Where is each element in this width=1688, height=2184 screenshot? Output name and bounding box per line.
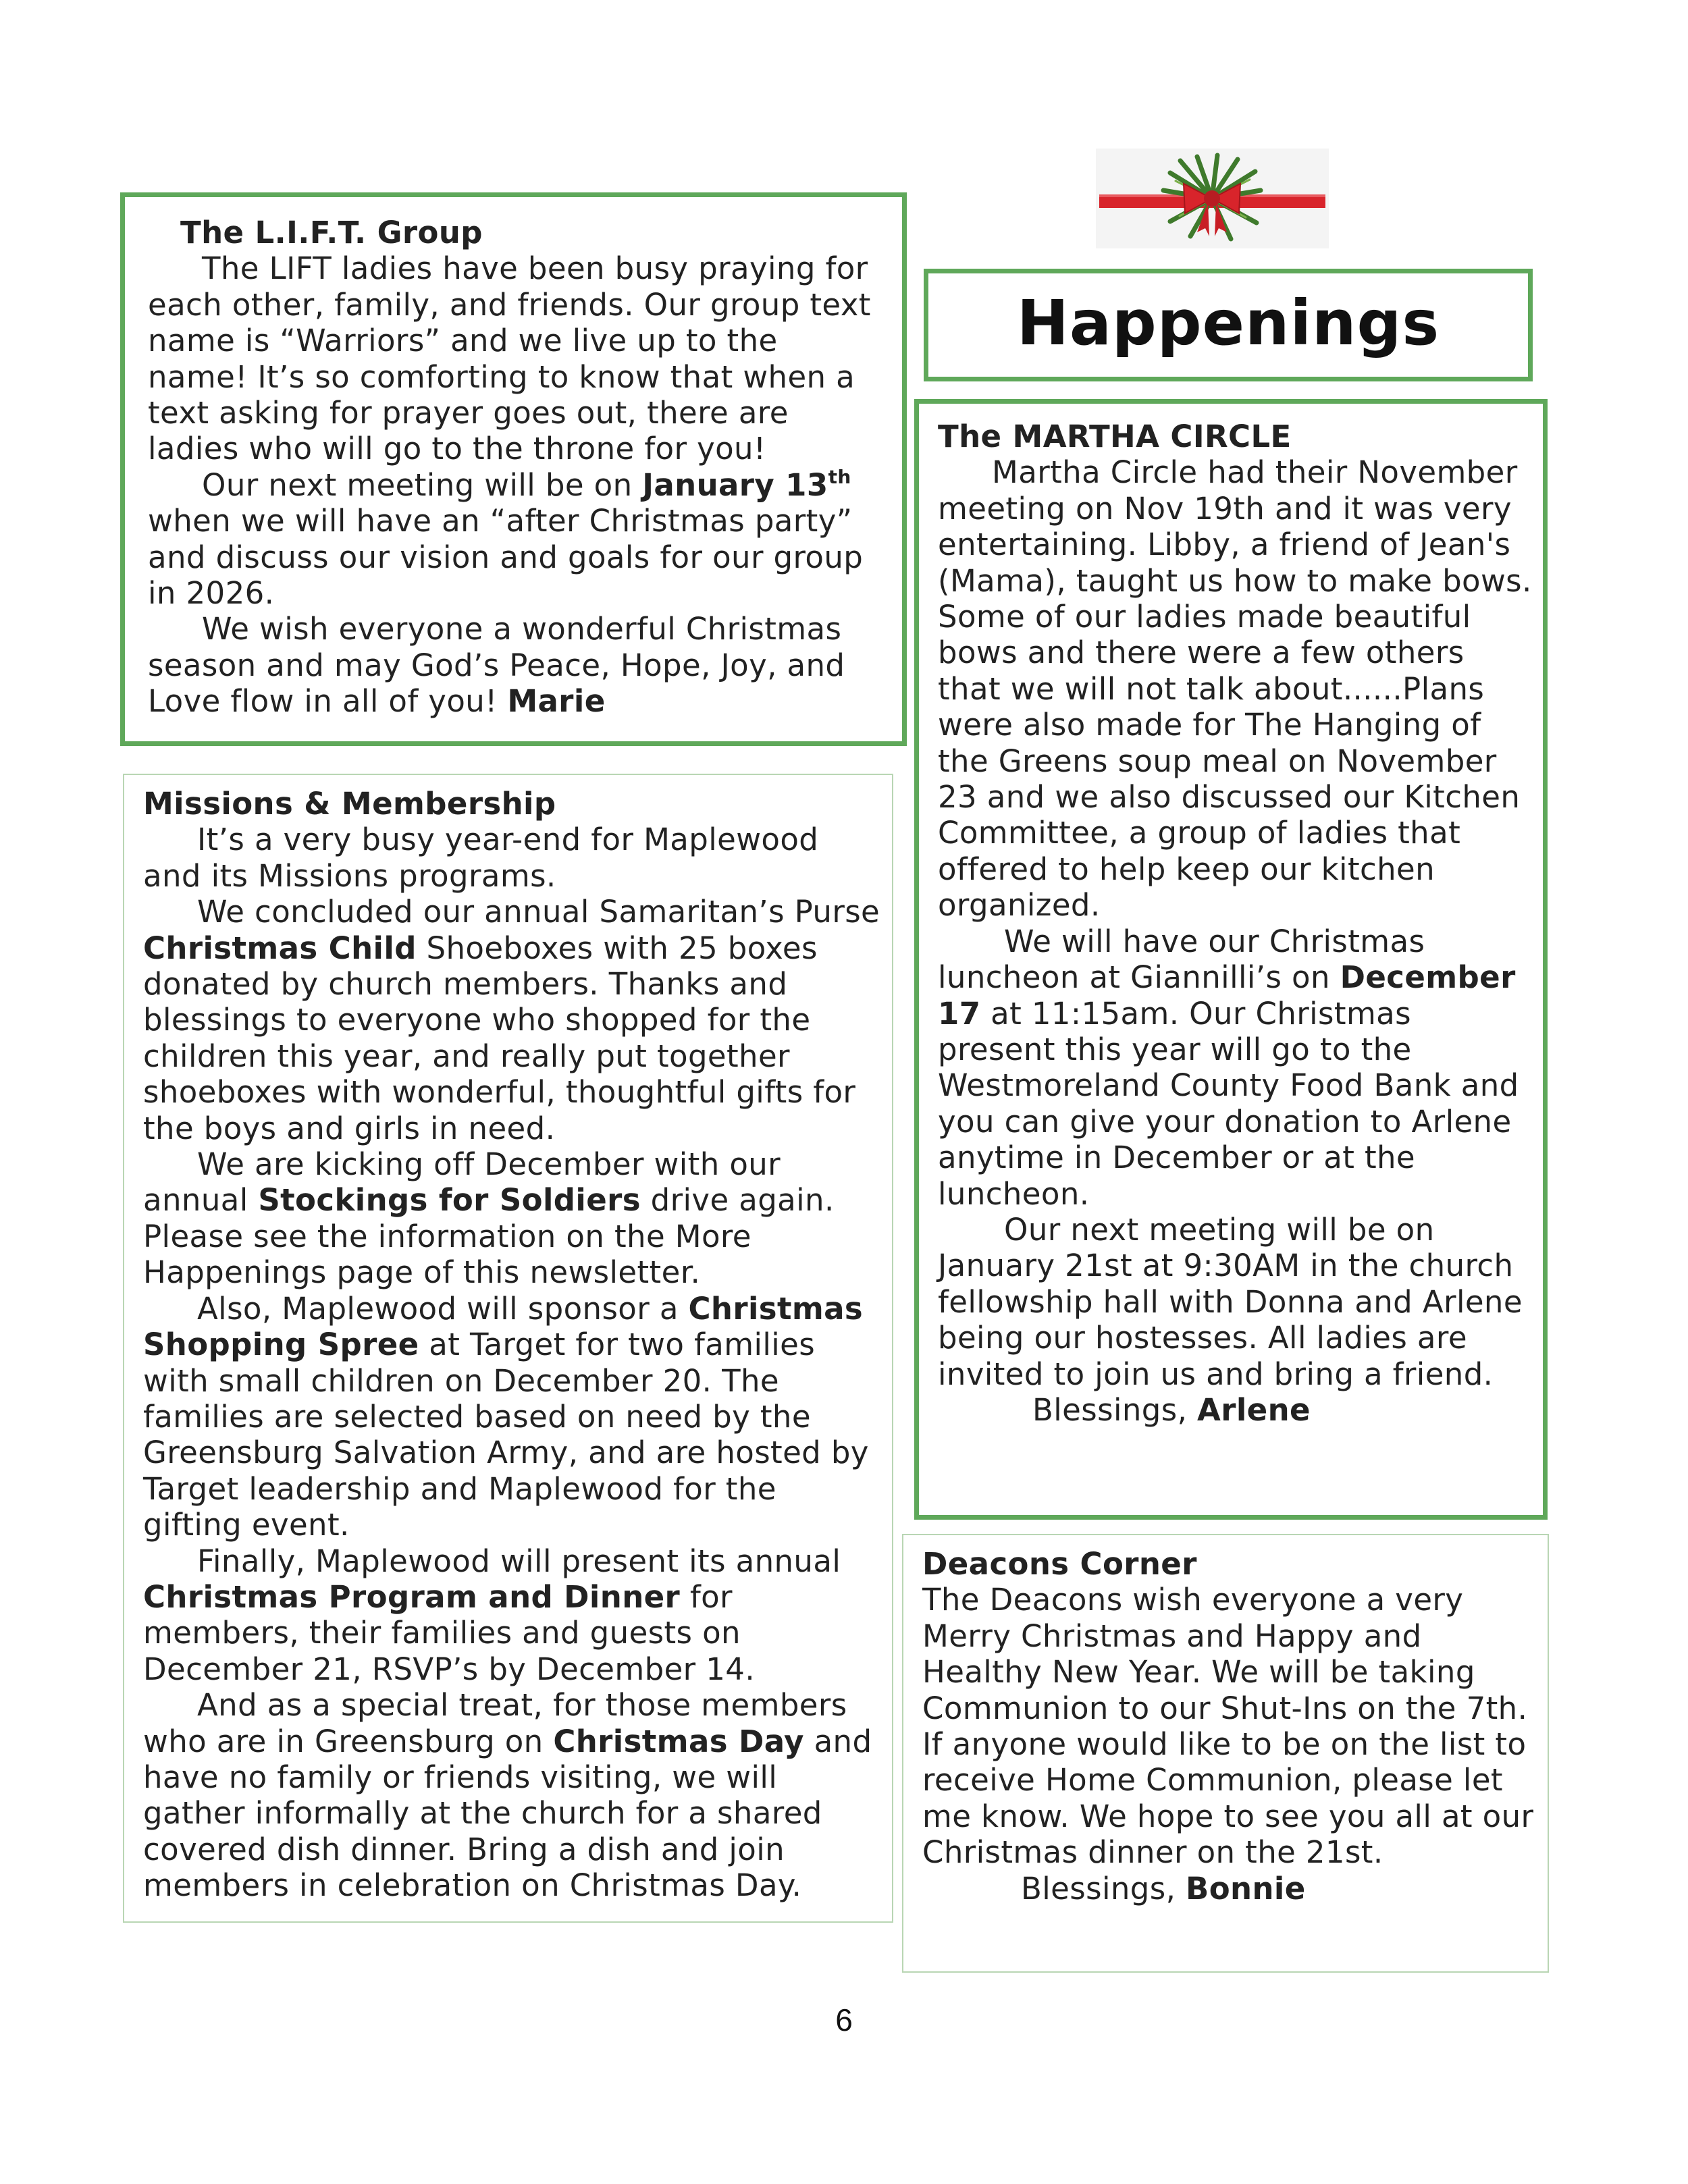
- lift-paragraph-2: Our next meeting will be on January 13th when we will have an “after Christmas party” and discuss our vision and goals for our group in 2026.: [148, 465, 864, 612]
- ribbon-bow-icon: [1096, 149, 1329, 248]
- page-number: 6: [835, 2002, 853, 2037]
- martha-signature: Arlene: [1197, 1391, 1311, 1428]
- martha-circle-box: [914, 399, 1548, 1520]
- lift-paragraph-1: The LIFT ladies have been busy praying for each other, family, and friends. Our group text name is “Warriors” and we live up to the name! It’s so comforting to know that when a text asking for prayer goes out, there are ladies who will go to the throne for you!: [148, 250, 871, 467]
- lift-group-title: The L.I.F.T. Group: [180, 215, 483, 250]
- missions-title: Missions & Membership: [143, 786, 556, 822]
- deacons-corner-box: [902, 1534, 1549, 1973]
- lift-paragraph-3: We wish everyone a wonderful Christmas season and may God’s Peace, Hope, Joy, and Love flow in all of you! Marie: [148, 611, 845, 720]
- happenings-title: Happenings: [1016, 287, 1440, 359]
- lift-group-text: [148, 215, 886, 720]
- missions-paragraph-4: Also, Maplewood will sponsor a Christmas Shopping Spree at Target for two families with small children on December 20. The families are selected based on need by the Greensburg Salvation Army, and are hosted by Target leadership and Maplewood for the gifting event.: [143, 1290, 869, 1543]
- deacons-closing: Blessings, Bonnie: [1021, 1870, 1306, 1907]
- martha-paragraph-2: We will have our Christmas luncheon at Giannilli’s on December 17 at 11:15am. Our Christmas present this year will go to the Westmoreland County Food Bank and you can give your donation to Arlene anytime in December or at the luncheon.: [938, 923, 1519, 1212]
- martha-paragraph-1: Martha Circle had their November meeting on Nov 19th and it was very entertaining. Libby, a friend of Jean's (Mama), taught us how to make bows. Some of our ladies made beautiful bows and there were a few others that we will not talk about......Plans were also made for The Hanging of the Greens soup meal on November 23 and we also discussed our Kitchen Committee, a group of ladies that offered to help keep our kitchen organized.: [938, 454, 1532, 924]
- missions-membership-box: [123, 774, 893, 1923]
- missions-paragraph-2: We concluded our annual Samaritan’s Purse Christmas Child Shoeboxes with 25 boxes donated by church members. Thanks and blessings to everyone who shopped for the children this year, and really put together shoeboxes with wonderful, thoughtful gifts for the boys and girls in need.: [143, 894, 880, 1146]
- happenings-title-box: [924, 269, 1533, 381]
- lift-group-box: [120, 192, 907, 746]
- missions-paragraph-1: It’s a very busy year-end for Maplewood and its Missions programs.: [143, 822, 819, 894]
- lift-signature: Marie: [507, 683, 606, 720]
- deacons-text: [922, 1546, 1538, 1907]
- deacons-paragraph-1: The Deacons wish everyone a very Merry Christmas and Happy and Healthy New Year. We will be taking Communion to our Shut-Ins on the 7th. If anyone would like to be on the list to receive Home Communion, please let me know. We hope to see you all at our Christmas dinner on the 21st.: [922, 1582, 1534, 1871]
- missions-paragraph-6: And as a special treat, for those members who are in Greensburg on Christmas Day and have no family or friends visiting, we will gather informally at the church for a shared covered dish dinner. Bring a dish and join members in celebration on Christmas Day.: [143, 1687, 872, 1904]
- deacons-signature: Bonnie: [1186, 1870, 1306, 1907]
- deacons-title: Deacons Corner: [922, 1546, 1197, 1582]
- martha-paragraph-3: Our next meeting will be on January 21st at 9:30AM in the church fellowship hall with Donna and Arlene being our hostesses. All ladies are invited to join us and bring a friend.: [938, 1211, 1523, 1392]
- martha-text: [938, 419, 1533, 1428]
- christmas-ribbon-banner: [1096, 149, 1329, 248]
- missions-paragraph-3: We are kicking off December with our annual Stockings for Soldiers drive again. Please see the information on the More Happenings page of this newsletter.: [143, 1146, 835, 1291]
- missions-paragraph-5: Finally, Maplewood will present its annual Christmas Program and Dinner for members, their families and guests on December 21, RSVP’s by December 14.: [143, 1543, 841, 1687]
- missions-text: [143, 786, 882, 1904]
- martha-title: The MARTHA CIRCLE: [938, 419, 1292, 454]
- martha-closing: Blessings, Arlene: [1032, 1391, 1311, 1428]
